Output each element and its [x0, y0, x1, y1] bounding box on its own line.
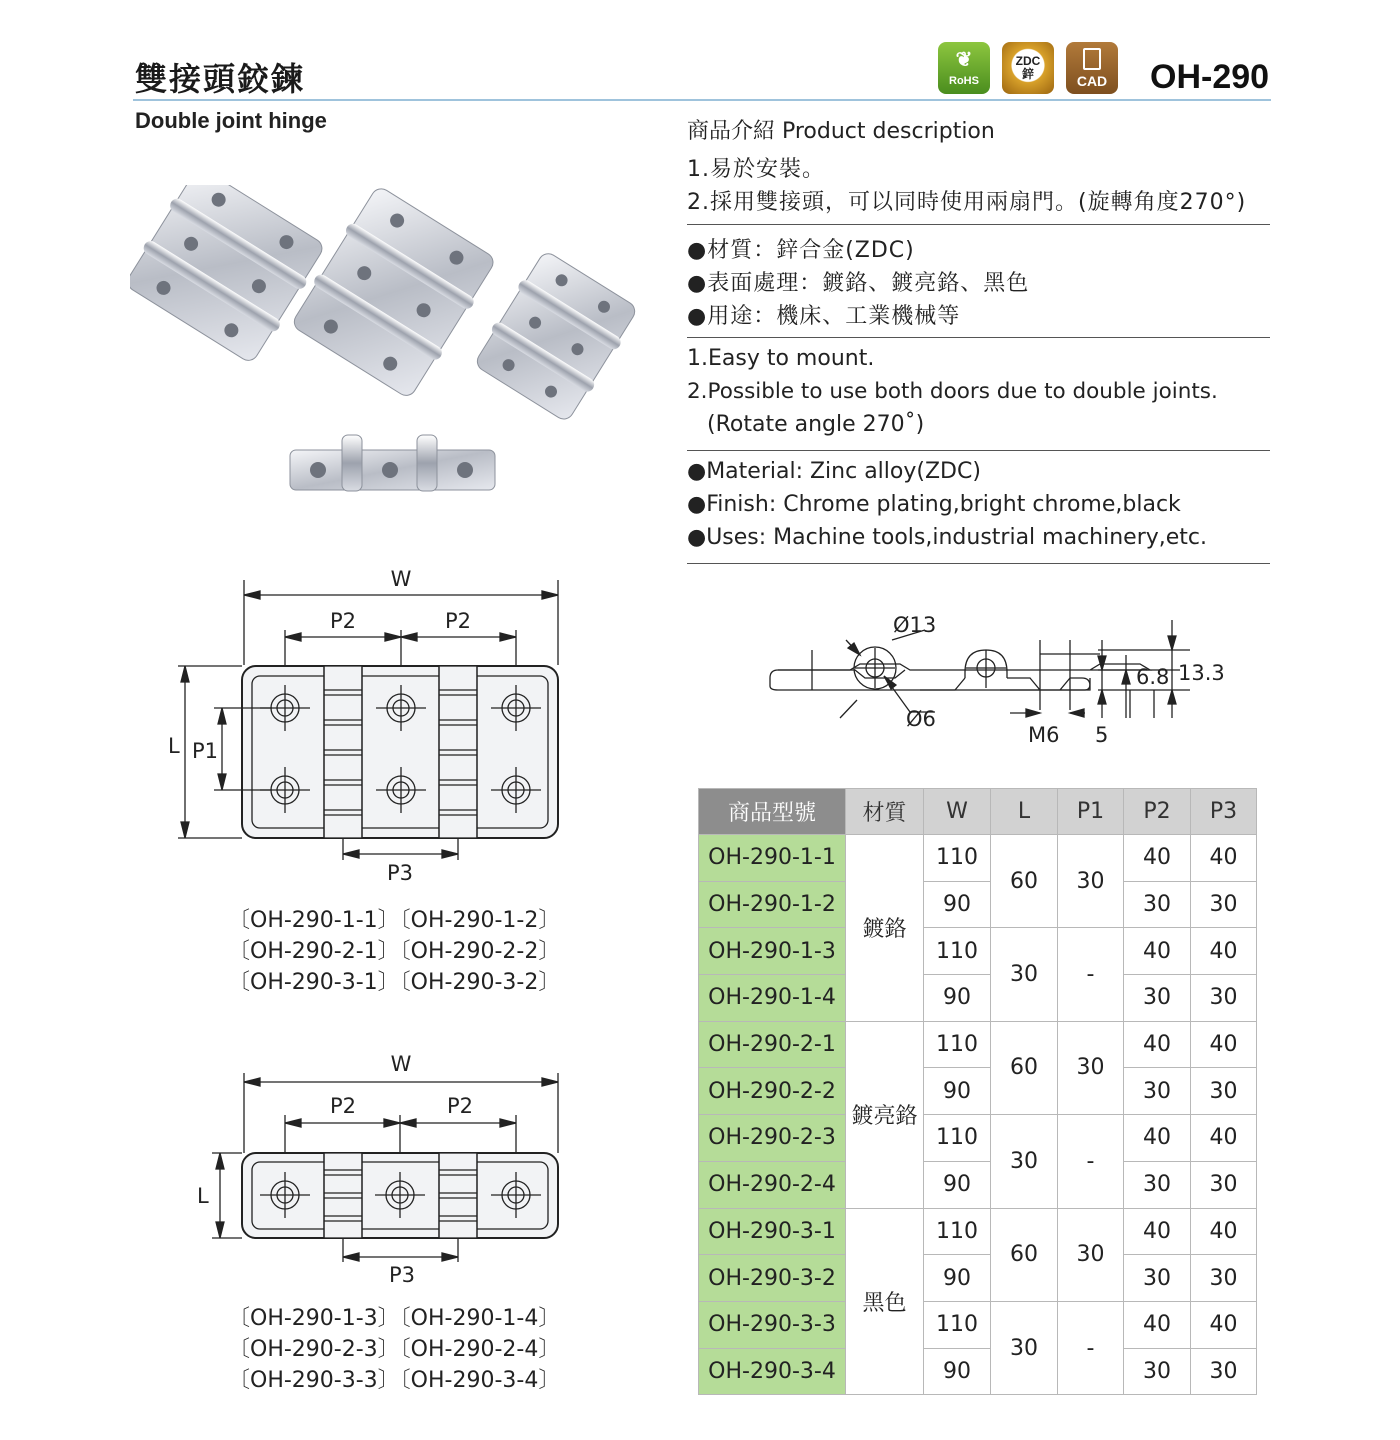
cell-p2: 30	[1124, 881, 1191, 928]
cad-badge[interactable]	[1066, 42, 1118, 94]
hinge-photo-1	[130, 185, 329, 366]
dim-d13-label: Ø13	[893, 613, 937, 637]
table-row	[699, 1348, 1257, 1395]
zdc-badge	[1002, 42, 1054, 94]
table-row	[699, 1301, 1257, 1348]
en-spec-uses: ●Uses: Machine tools,industrial machinery,etc.	[687, 525, 1208, 550]
header-l: L	[991, 789, 1058, 835]
cell-l: 60	[991, 1021, 1058, 1114]
header-model: 商品型號	[699, 789, 846, 835]
dim-m6-label: M6	[1028, 723, 1060, 747]
cell-p3: 40	[1191, 835, 1257, 882]
table-row	[699, 881, 1257, 928]
header-p1: P1	[1058, 789, 1124, 835]
cell-p3: 30	[1191, 1068, 1257, 1115]
dim-w-label: W	[390, 1052, 412, 1076]
cell-l: 30	[991, 1301, 1058, 1394]
cell-model: OH-290-3-4	[699, 1348, 846, 1395]
dim-13-3-label: 13.3	[1178, 661, 1225, 685]
en-feature-1: 1.Easy to mount.	[687, 346, 875, 371]
cell-l: 60	[991, 835, 1058, 928]
cell-model: OH-290-3-3	[699, 1301, 846, 1348]
cell-w: 110	[924, 1021, 991, 1068]
dim-l-label: L	[168, 734, 180, 758]
model-codes-line: 〔OH-290-1-3〕〔OH-290-1-4〕	[228, 1306, 561, 1331]
dim-p2-label: P2	[329, 609, 357, 633]
model-codes-line: 〔OH-290-3-1〕〔OH-290-3-2〕	[228, 970, 561, 995]
table-row	[699, 1021, 1257, 1068]
dim-p3-label: P3	[388, 1263, 416, 1287]
rohs-badge	[938, 42, 990, 94]
hinge-photo-2	[287, 185, 500, 401]
model-codes-line: 〔OH-290-2-3〕〔OH-290-2-4〕	[228, 1337, 561, 1362]
zh-feature-2: 2.採用雙接頭，可以同時使用兩扇門。(旋轉角度270°)	[687, 190, 1247, 215]
drawing-front-large	[160, 560, 580, 890]
model-codes-line: 〔OH-290-3-3〕〔OH-290-3-4〕	[228, 1368, 561, 1393]
en-feature-2: 2.Possible to use both doors due to double joints.	[687, 379, 1218, 404]
cell-model: OH-290-1-1	[699, 835, 846, 882]
cell-p2: 40	[1124, 1021, 1191, 1068]
product-description	[687, 110, 1270, 550]
zh-spec-finish: ●表面處理：鍍鉻、鍍亮鉻、黑色	[687, 271, 1030, 296]
cell-p2: 40	[1124, 928, 1191, 975]
cell-material: 鍍鉻	[846, 835, 924, 1022]
cell-p2: 40	[1124, 1301, 1191, 1348]
cell-p2: 40	[1124, 1208, 1191, 1255]
en-feature-3: (Rotate angle 270˚)	[707, 412, 925, 437]
cell-p1: -	[1058, 1301, 1124, 1394]
table-row	[699, 975, 1257, 1022]
cell-w: 110	[924, 928, 991, 975]
hinge-photo-4	[290, 435, 495, 491]
cell-p3: 40	[1191, 928, 1257, 975]
table-row	[699, 1068, 1257, 1115]
cell-p3: 30	[1191, 1161, 1257, 1208]
cell-p2: 30	[1124, 1348, 1191, 1395]
table-row	[699, 928, 1257, 975]
cad-label: CAD	[1076, 72, 1108, 89]
divider	[687, 450, 1270, 451]
cell-model: OH-290-1-2	[699, 881, 846, 928]
cell-p1: 30	[1058, 1208, 1124, 1301]
header-w: W	[924, 789, 991, 835]
dim-p3-label: P3	[386, 861, 414, 885]
cell-p1: -	[1058, 928, 1124, 1021]
cell-model: OH-290-1-3	[699, 928, 846, 975]
cell-w: 110	[924, 835, 991, 882]
header-p3: P3	[1191, 789, 1257, 835]
hinge-photo-3	[470, 248, 642, 425]
dim-p2-label: P2	[446, 1094, 474, 1118]
cell-material: 鍍亮鉻	[846, 1021, 924, 1208]
dim-w-label: W	[390, 567, 412, 591]
cell-p2: 40	[1124, 835, 1191, 882]
description-heading: 商品介紹 Product description	[687, 119, 995, 144]
cell-model: OH-290-2-2	[699, 1068, 846, 1115]
cell-w: 90	[924, 975, 991, 1022]
en-spec-finish: ●Finish: Chrome plating,bright chrome,black	[687, 492, 1181, 517]
cell-w: 90	[924, 881, 991, 928]
cell-w: 90	[924, 1348, 991, 1395]
divider	[687, 224, 1270, 225]
cell-p1: 30	[1058, 1021, 1124, 1114]
model-codes-line: 〔OH-290-2-1〕〔OH-290-2-2〕	[228, 939, 561, 964]
drawing-front-small	[180, 1045, 580, 1295]
header-p2: P2	[1124, 789, 1191, 835]
cell-p3: 30	[1191, 881, 1257, 928]
table-row	[699, 835, 1257, 882]
table-header-row	[699, 789, 1257, 835]
certification-badges	[938, 42, 1118, 96]
model-number: OH-290	[1150, 58, 1270, 96]
dim-5-label: 5	[1095, 723, 1109, 747]
cell-p3: 40	[1191, 1021, 1257, 1068]
cell-p3: 40	[1191, 1115, 1257, 1162]
page-subtitle: Double joint hinge	[135, 108, 327, 133]
drawing-side-view	[760, 600, 1240, 755]
model-code-list	[228, 1303, 560, 1396]
cell-model: OH-290-3-1	[699, 1208, 846, 1255]
en-spec-material: ●Material: Zinc alloy(ZDC)	[687, 459, 981, 484]
cell-w: 110	[924, 1115, 991, 1162]
rohs-label: RoHS	[949, 75, 979, 87]
zdc-label: ZDC	[1015, 54, 1041, 68]
cell-w: 90	[924, 1161, 991, 1208]
table-row	[699, 1255, 1257, 1302]
cell-p3: 30	[1191, 975, 1257, 1022]
product-photos	[130, 185, 650, 505]
dim-p2-label: P2	[444, 609, 472, 633]
cell-model: OH-290-1-4	[699, 975, 846, 1022]
title-divider	[133, 99, 1271, 101]
zh-feature-1: 1.易於安裝。	[687, 157, 825, 182]
zh-spec-material: ●材質：鋅合金(ZDC)	[687, 238, 915, 263]
cell-p1: -	[1058, 1115, 1124, 1208]
dim-p2-label: P2	[329, 1094, 357, 1118]
cell-p2: 30	[1124, 1161, 1191, 1208]
table-row	[699, 1115, 1257, 1162]
cell-w: 90	[924, 1255, 991, 1302]
cell-model: OH-290-3-2	[699, 1255, 846, 1302]
leaf-icon: ❦	[955, 49, 973, 71]
cell-p2: 30	[1124, 1068, 1191, 1115]
cell-w: 110	[924, 1301, 991, 1348]
header-material: 材質	[846, 789, 924, 835]
cell-model: OH-290-2-1	[699, 1021, 846, 1068]
dim-d6-label: Ø6	[906, 707, 936, 731]
dim-p1-label: P1	[192, 739, 219, 763]
zh-spec-uses: ●用途：機床、工業機械等	[687, 304, 961, 329]
dim-6-8-label: 6.8	[1136, 665, 1170, 689]
divider	[687, 563, 1270, 564]
cell-model: OH-290-2-3	[699, 1115, 846, 1162]
cell-l: 60	[991, 1208, 1058, 1301]
dim-l-label: L	[197, 1184, 209, 1208]
cell-material: 黑色	[846, 1208, 924, 1395]
table-row	[699, 1208, 1257, 1255]
zinc-label: 鋅	[1021, 67, 1034, 81]
divider	[687, 337, 1270, 338]
cell-p2: 30	[1124, 975, 1191, 1022]
cell-p3: 40	[1191, 1208, 1257, 1255]
cell-p2: 40	[1124, 1115, 1191, 1162]
model-codes-line: 〔OH-290-1-1〕〔OH-290-1-2〕	[228, 908, 561, 933]
table-row	[699, 1161, 1257, 1208]
page-title: 雙接頭鉸鍊	[135, 60, 306, 98]
cell-p3: 30	[1191, 1255, 1257, 1302]
cell-w: 110	[924, 1208, 991, 1255]
spec-table	[698, 788, 1257, 1395]
cell-p3: 40	[1191, 1301, 1257, 1348]
cell-l: 30	[991, 1115, 1058, 1208]
cell-model: OH-290-2-4	[699, 1161, 846, 1208]
cell-l: 30	[991, 928, 1058, 1021]
cell-p1: 30	[1058, 835, 1124, 928]
cell-p2: 30	[1124, 1255, 1191, 1302]
cell-p3: 30	[1191, 1348, 1257, 1395]
cell-w: 90	[924, 1068, 991, 1115]
model-code-list	[228, 905, 560, 998]
document-icon	[1083, 48, 1101, 70]
